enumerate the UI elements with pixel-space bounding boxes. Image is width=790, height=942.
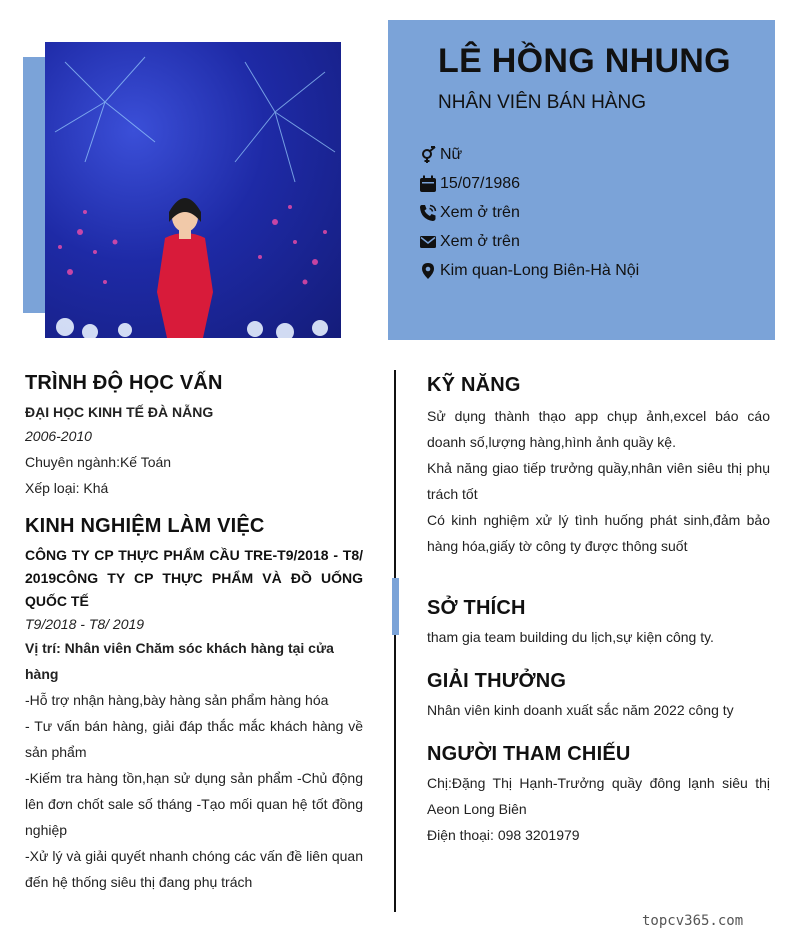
gender-row (418, 140, 639, 169)
references-heading: NGƯỜI THAM CHIẾU (427, 743, 631, 765)
experience-duty: -Hỗ trợ nhận hàng,bày hàng sản phẩm hàng hóa (25, 692, 329, 708)
experience-duty: -Xử lý và giải quyết nhanh chóng các vấn đề liên quan đến hệ thống siêu thị đang phụ trách (25, 848, 363, 890)
references-section (427, 743, 770, 848)
education-heading: TRÌNH ĐỘ HỌC VẤN (25, 372, 223, 394)
location-icon (418, 261, 438, 281)
awards-text: Nhân viên kinh doanh xuất sắc năm 2022 công ty (427, 702, 734, 718)
column-divider (394, 370, 396, 912)
watermark: topcv365.com (642, 913, 744, 929)
skills-heading: KỸ NĂNG (427, 374, 521, 396)
phone-icon (418, 203, 438, 223)
contact-info (418, 140, 639, 285)
experience-period: T9/2018 - T8/ 2019 (25, 616, 145, 632)
hobbies-text: tham gia team building du lịch,sự kiện công ty. (427, 629, 714, 645)
skill-item: Sử dụng thành thạo app chụp ảnh,excel báo cáo doanh số,lượng hàng,hình ảnh quầy kệ. (427, 408, 770, 450)
education-period: 2006-2010 (25, 428, 92, 444)
birthdate-row (418, 169, 639, 198)
experience-duty: - Tư vấn bán hàng, giải đáp thắc mắc khách hàng về sản phẩm (25, 718, 363, 760)
address-value: Kim quan-Long Biên-Hà Nội (440, 261, 640, 279)
experience-company: CÔNG TY CP THỰC PHẨM CẦU TRE-T9/2018 - T8/ 2019CÔNG TY CP THỰC PHẨM VÀ ĐỒ UỐNG QUỐC TẾ (25, 547, 363, 609)
phone-row (418, 198, 639, 227)
phone-value: Xem ở trên (440, 203, 520, 221)
education-section (25, 372, 363, 501)
experience-heading: KINH NGHIỆM LÀM VIỆC (25, 515, 265, 537)
mail-icon (418, 232, 438, 252)
email-value: Xem ở trên (440, 232, 520, 250)
header-panel (388, 20, 775, 340)
experience-duty: -Kiếm tra hàng tồn,hạn sử dụng sản phẩm -Chủ động lên đơn chốt sale số tháng -Tạo mối quan hệ tốt đồng nghiệp (25, 770, 363, 838)
hobbies-section (427, 597, 770, 650)
skill-item: Có kinh nghiệm xử lý tình huống phát sinh,đảm bảo hàng hóa,giấy tờ công ty được thông suốt (427, 512, 770, 554)
calendar-icon (418, 174, 438, 194)
divider-accent (392, 578, 399, 635)
skill-item: Khả năng giao tiếp trưởng quầy,nhân viên siêu thị phụ trách tốt (427, 460, 770, 502)
left-column (25, 372, 363, 895)
awards-heading: GIẢI THƯỞNG (427, 670, 567, 692)
profile-photo (45, 42, 341, 338)
candidate-name: LÊ HỒNG NHUNG (438, 42, 731, 80)
reference-person: Chị:Đặng Thị Hạnh-Trưởng quầy đông lạnh siêu thị Aeon Long Biên (427, 775, 770, 817)
reference-phone: Điện thoại: 098 3201979 (427, 827, 580, 843)
education-rank: Xếp loại: Khá (25, 480, 109, 496)
right-column (427, 374, 770, 848)
education-major: Chuyên ngành:Kế Toán (25, 454, 172, 470)
email-row (418, 227, 639, 256)
skills-section (427, 374, 770, 559)
gender-icon (418, 145, 438, 165)
experience-section (25, 515, 363, 895)
address-row (418, 256, 639, 285)
gender-value: Nữ (440, 145, 463, 163)
job-title: NHÂN VIÊN BÁN HÀNG (438, 92, 646, 113)
experience-position: Vị trí: Nhân viên Chăm sóc khách hàng tại cửa hàng (25, 640, 334, 682)
hobbies-heading: SỞ THÍCH (427, 597, 526, 619)
education-school: ĐẠI HỌC KINH TẾ ĐÀ NẴNG (25, 404, 214, 420)
birthdate-value: 15/07/1986 (440, 174, 521, 192)
awards-section (427, 670, 770, 723)
